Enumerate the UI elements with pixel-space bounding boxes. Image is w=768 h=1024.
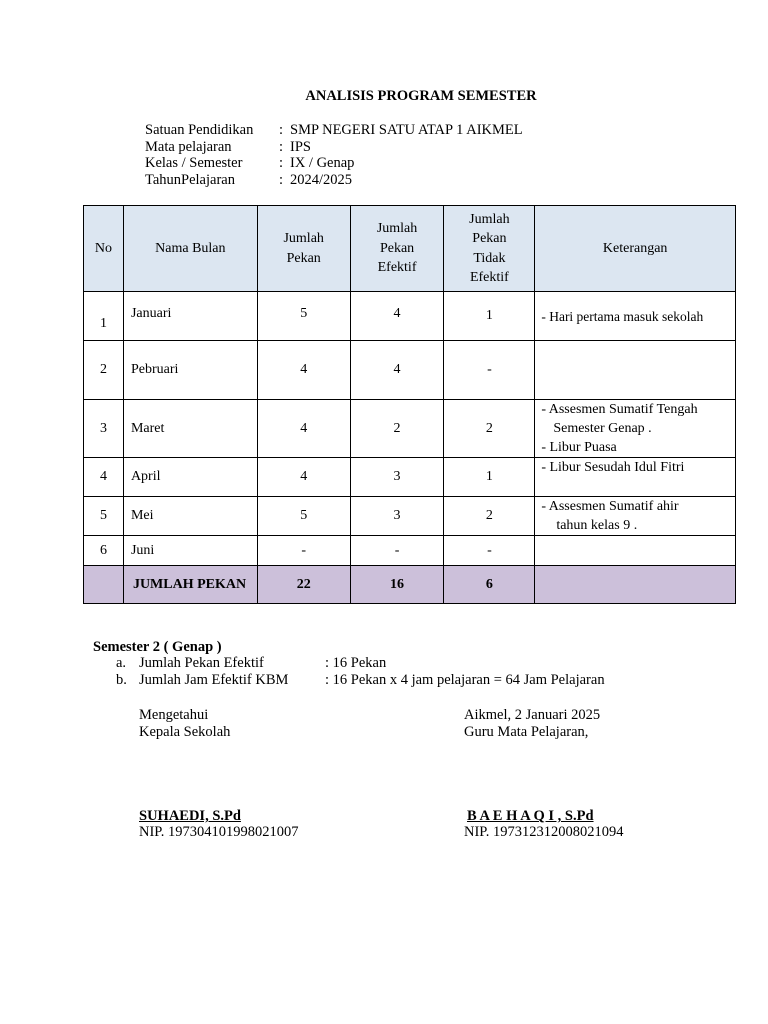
cell-tidak-efektif: 2	[444, 497, 535, 536]
info-value-kelas: IX / Genap	[290, 155, 355, 171]
sign-right-line2: Guru Mata Pelajaran,	[464, 724, 589, 740]
cell-jumlah: 4	[257, 341, 350, 400]
item-marker-b: b.	[116, 672, 127, 688]
cell-keterangan	[535, 536, 736, 566]
table-row	[84, 292, 736, 341]
cell-jumlah: -	[257, 536, 350, 566]
sign-right-line1: Aikmel, 2 Januari 2025	[464, 707, 601, 723]
cell-efektif: 3	[350, 458, 444, 497]
cell-bulan: Januari	[123, 292, 257, 341]
cell-efektif: 2	[350, 400, 444, 458]
cell-jumlah: 4	[257, 400, 350, 458]
table-row	[84, 400, 736, 458]
cell-jumlah: 5	[257, 292, 350, 341]
info-label-mapel: Mata pelajaran	[145, 139, 232, 155]
total-row	[84, 566, 736, 604]
sign-left-line2: Kepala Sekolah	[139, 724, 231, 740]
header-no: No	[84, 206, 124, 292]
item-marker-a: a.	[116, 655, 127, 671]
info-colon: :	[279, 155, 284, 171]
cell-no: 5	[84, 497, 124, 536]
semester-title: Semester 2 ( Genap )	[93, 639, 222, 655]
cell-no-empty	[84, 566, 124, 604]
sign-left-nip: NIP. 197304101998021007	[139, 824, 299, 840]
header-pekan-tidak-efektif: Jumlah Pekan Tidak Efektif	[444, 206, 535, 292]
table-row	[84, 536, 736, 566]
cell-tidak-efektif: -	[444, 341, 535, 400]
cell-keterangan: - Libur Sesudah Idul Fitri	[535, 458, 736, 497]
cell-no: 3	[84, 400, 124, 458]
sign-right-nip: NIP. 197312312008021094	[464, 824, 624, 840]
cell-bulan: Juni	[123, 536, 257, 566]
program-table	[83, 205, 736, 604]
cell-no: 6	[84, 536, 124, 566]
header-keterangan: Keterangan	[535, 206, 736, 292]
sign-right-name: B A E H A Q I , S.Pd	[467, 808, 594, 824]
header-nama-bulan: Nama Bulan	[123, 206, 257, 292]
total-tidak-efektif: 6	[444, 566, 535, 604]
header-jumlah-pekan: Jumlah Pekan	[257, 206, 350, 292]
item-label-pekan-efektif: Jumlah Pekan Efektif	[139, 655, 264, 671]
cell-efektif: -	[350, 536, 444, 566]
cell-jumlah: 5	[257, 497, 350, 536]
total-jumlah: 22	[257, 566, 350, 604]
header-pekan-efektif: Jumlah Pekan Efektif	[350, 206, 444, 292]
cell-tidak-efektif: 1	[444, 458, 535, 497]
sign-left-line1: Mengetahui	[139, 707, 209, 723]
info-value-satuan: SMP NEGERI SATU ATAP 1 AIKMEL	[290, 122, 523, 138]
cell-bulan: Mei	[123, 497, 257, 536]
cell-keterangan: - Assesmen Sumatif ahir tahun kelas 9 .	[535, 497, 736, 536]
info-value-mapel: IPS	[290, 139, 311, 155]
info-label-satuan: Satuan Pendidikan	[145, 122, 254, 138]
cell-bulan: April	[123, 458, 257, 497]
info-colon: :	[279, 172, 284, 188]
table-header-row	[84, 206, 736, 292]
cell-bulan: Maret	[123, 400, 257, 458]
cell-keterangan: - Hari pertama masuk sekolah	[535, 292, 736, 341]
cell-no: 1	[84, 292, 124, 341]
item-value-jam-efektif: : 16 Pekan x 4 jam pelajaran = 64 Jam Pelajaran	[325, 672, 605, 688]
cell-efektif: 3	[350, 497, 444, 536]
cell-efektif: 4	[350, 341, 444, 400]
cell-bulan: Pebruari	[123, 341, 257, 400]
total-efektif: 16	[350, 566, 444, 604]
cell-tidak-efektif: 1	[444, 292, 535, 341]
sign-left-name: SUHAEDI, S.Pd	[139, 808, 241, 824]
cell-keterangan	[535, 341, 736, 400]
cell-tidak-efektif: -	[444, 536, 535, 566]
cell-efektif: 4	[350, 292, 444, 341]
table-row	[84, 458, 736, 497]
info-value-tahun: 2024/2025	[290, 172, 353, 188]
cell-no: 2	[84, 341, 124, 400]
table-row	[84, 341, 736, 400]
total-keterangan-empty	[535, 566, 736, 604]
item-label-jam-efektif: Jumlah Jam Efektif KBM	[139, 672, 289, 688]
cell-jumlah: 4	[257, 458, 350, 497]
cell-no: 4	[84, 458, 124, 497]
info-label-tahun: TahunPelajaran	[145, 172, 235, 188]
info-label-kelas: Kelas / Semester	[145, 155, 243, 171]
info-colon: :	[279, 122, 284, 138]
cell-keterangan: - Assesmen Sumatif Tengah Semester Genap . - Libur Puasa	[535, 400, 736, 458]
table-row	[84, 497, 736, 536]
item-value-pekan-efektif: : 16 Pekan	[325, 655, 387, 671]
total-label: JUMLAH PEKAN	[123, 566, 257, 604]
cell-tidak-efektif: 2	[444, 400, 535, 458]
document-title: ANALISIS PROGRAM SEMESTER	[305, 88, 537, 104]
info-colon: :	[279, 139, 284, 155]
